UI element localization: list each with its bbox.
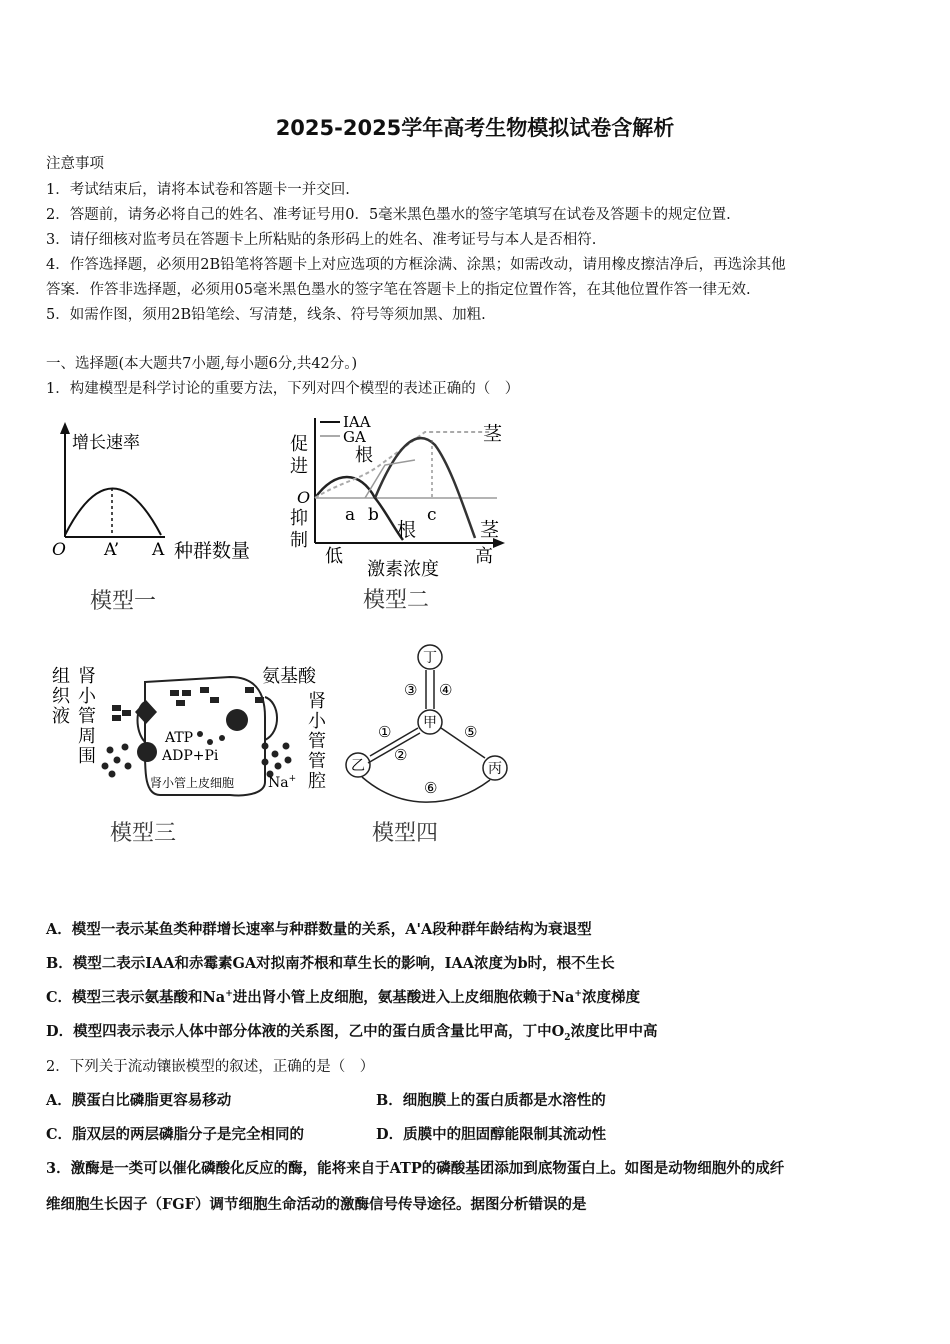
model-2-iaa-stem-curve — [375, 438, 475, 538]
q1-option-a: A．模型一表示某鱼类种群增长速率与种群数量的关系，A'A段种群年龄结构为衰退型 — [46, 921, 592, 938]
model-4-num-2: ② — [394, 746, 408, 764]
model-3-membrane-right — [265, 697, 277, 740]
model-4-figure — [340, 640, 530, 855]
model-3-cell-label: 肾小管上皮细胞 — [150, 776, 235, 790]
model-4-num-4: ④ — [439, 681, 453, 699]
section-heading: 一、选择题(本大题共7小题,每小题6分,共42分。) — [46, 356, 358, 372]
model-2-caption: 模型二 — [363, 588, 430, 613]
model-2-label-root-top: 根 — [355, 445, 373, 466]
q2-option-b: B．细胞膜上的蛋白质都是水溶性的 — [376, 1092, 606, 1109]
q2-option-a: A．膜蛋白比磷脂更容易移动 — [46, 1092, 232, 1109]
model-2-figure — [285, 410, 515, 620]
model-3-na: Na+ — [268, 774, 297, 791]
model-3-left-1: 组 — [52, 666, 70, 687]
model-2-inhibit-1: 抑 — [290, 508, 308, 529]
q2-option-c: C．脂双层的两层磷脂分子是完全相同的 — [46, 1126, 305, 1143]
model-2-promote-2: 进 — [290, 456, 308, 477]
notice-item: 答案．作答非选择题，必须用05毫米黑色墨水的签字笔在答题卡上的指定位置作答，在其他位置作答一律无效. — [46, 282, 751, 298]
model-2-legend-iaa: IAA — [343, 413, 371, 431]
model-3-atp: ATP — [165, 730, 194, 746]
model-4-label-ding: 丁 — [423, 650, 437, 666]
question-3-line-1: 3．激酶是一类可以催化磷酸化反应的酶，能将来自于ATP的磷酸基团添加到底物蛋白上。如图是动物细胞外的成纤 — [46, 1160, 785, 1177]
model-1-tick-a-prime: A’ — [104, 540, 120, 560]
model-3-left-3: 液 — [52, 706, 70, 727]
model-3-amino-acid: 氨基酸 — [262, 666, 316, 687]
page-title: 2025-2025学年高考生物模拟试卷含解析 — [275, 116, 675, 140]
model-2-label-root-bottom: 根 — [397, 519, 417, 541]
model-3-left-7: 周 — [78, 726, 96, 747]
model-2-promote-1: 促 — [290, 434, 308, 455]
question-2-stem: 2．下列关于流动镶嵌模型的叙述，正确的是（ ） — [46, 1059, 375, 1075]
model-1-origin: O — [52, 540, 66, 560]
model-2-xlabel: 激素浓度 — [367, 559, 439, 580]
model-4-num-6: ⑥ — [424, 779, 438, 797]
question-3-line-2: 维细胞生长因子（FGF）调节细胞生命活动的激酶信号传导途径。据图分析错误的是 — [46, 1196, 587, 1213]
model-2-ga-curve — [315, 432, 490, 498]
model-3-right-3: 管 — [308, 731, 326, 752]
model-4-arrow-5 — [441, 728, 485, 758]
model-3-adp: ADP+Pi — [162, 748, 219, 764]
model-1-curve — [65, 489, 161, 536]
notice-item: 4．作答选择题，必须用2B铅笔将答题卡上对应选项的方框涂满、涂黑；如需改动，请用橡皮擦洁净后，再选涂其他 — [46, 257, 786, 273]
q2-option-d: D．质膜中的胆固醇能限制其流动性 — [376, 1126, 607, 1143]
model-1-tick-a: A — [152, 540, 165, 560]
model-3-left-2: 织 — [52, 686, 70, 707]
model-3-left-5: 小 — [78, 686, 96, 707]
model-3-figure — [50, 662, 335, 852]
model-3-right-2: 小 — [308, 711, 326, 732]
model-4-num-5: ⑤ — [464, 723, 478, 741]
notice-item: 5．如需作图，须用2B铅笔绘、写清楚，线条、符号等须加黑、加粗. — [46, 307, 486, 323]
model-4-caption: 模型四 — [372, 821, 439, 846]
q1-option-d: D．模型四表示表示人体中部分体液的关系图，乙中的蛋白质含量比甲高，丁中$O_2$浓度比甲中高 — [46, 1023, 658, 1043]
model-4-label-yi: 乙 — [351, 758, 365, 774]
notice-item: 3．请仔细核对监考员在答题卡上所粘贴的条形码上的姓名、准考证号与本人是否相符. — [46, 232, 597, 248]
model-3-right-1: 肾 — [308, 691, 326, 712]
model-4-label-bing: 丙 — [488, 761, 502, 777]
model-2-label-b: b — [368, 505, 379, 525]
model-4-label-jia: 甲 — [423, 715, 437, 731]
model-3-pump-left — [137, 742, 157, 762]
model-2-iaa-root-curve — [315, 477, 403, 540]
model-2-label-stem-top: 茎 — [483, 423, 503, 445]
q1-option-c: C．模型三表示氨基酸和Na+进出肾小管上皮细胞，氨基酸进入上皮细胞依赖于Na+浓度梯度 — [46, 989, 640, 1006]
model-4-num-1: ① — [378, 723, 392, 741]
model-1-xlabel: 种群数量 — [174, 540, 251, 562]
model-2-x-low: 低 — [325, 546, 343, 567]
model-2-label-a: a — [345, 505, 356, 525]
model-3-right-4: 管 — [308, 751, 326, 772]
notice-item: 1．考试结束后，请将本试卷和答题卡一并交回. — [46, 182, 350, 198]
model-3-transporter-right — [226, 709, 248, 731]
model-1-ylabel: 增长速率 — [72, 433, 140, 453]
notice-heading: 注意事项 — [46, 156, 104, 172]
model-3-left-8: 围 — [78, 746, 96, 767]
model-2-x-high: 高 — [475, 546, 493, 567]
model-2-inhibit-2: 制 — [290, 530, 308, 551]
model-3-left-4: 肾 — [78, 666, 96, 687]
q1-option-b: B．模型二表示IAA和赤霉素GA对拟南芥根和草生长的影响，IAA浓度为b时，根不生长 — [46, 955, 615, 972]
model-3-left-6: 管 — [78, 706, 96, 727]
notice-item: 2．答题前，请务必将自己的姓名、准考证号用0．5毫米黑色墨水的签字笔填写在试卷及答题卡的规定位置. — [46, 207, 731, 223]
model-4-num-3: ③ — [404, 681, 418, 699]
model-1-figure — [50, 420, 280, 620]
question-1-stem: 1．构建模型是科学讨论的重要方法，下列对四个模型的表述正确的（ ） — [46, 381, 520, 397]
model-1-y-arrow — [60, 422, 70, 434]
model-2-legend-ga: GA — [343, 428, 366, 446]
model-2-label-stem-bottom: 茎 — [480, 519, 500, 541]
model-3-caption: 模型三 — [110, 821, 177, 846]
model-1-caption: 模型一 — [90, 589, 157, 614]
model-3-right-5: 腔 — [308, 771, 326, 792]
model-2-origin: O — [297, 488, 311, 507]
model-2-label-c: c — [427, 505, 437, 525]
